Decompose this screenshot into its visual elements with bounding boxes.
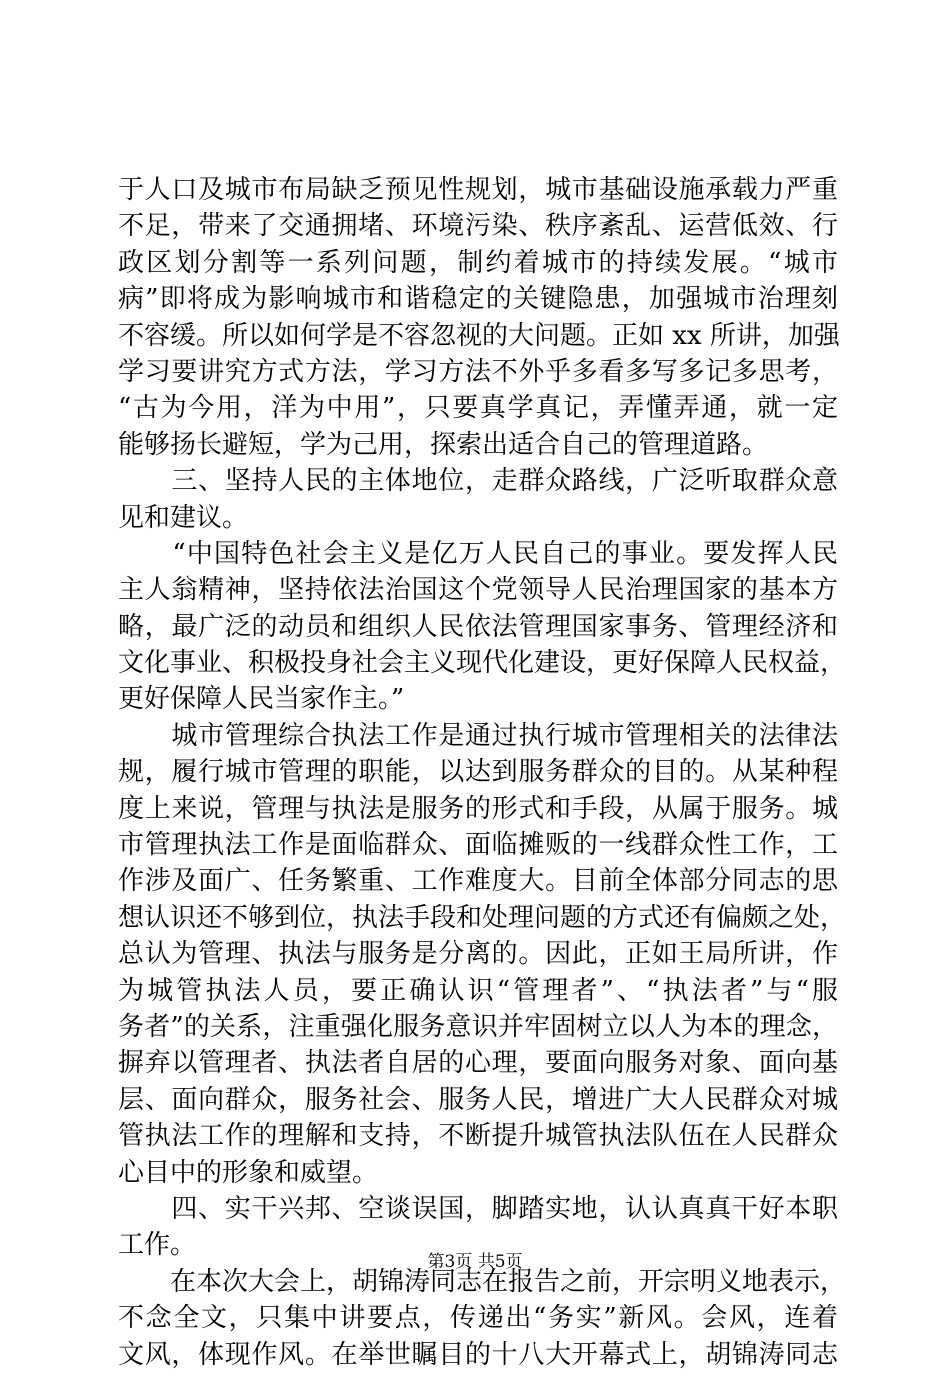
text-line: 更好保障人民当家作主。”: [118, 684, 405, 715]
text-line: 不容缓。所以如何学是不容忽视的大问题。正如 xx 所讲，加强: [118, 320, 840, 351]
text-line: 心目中的形象和威望。: [118, 1157, 379, 1188]
text-line: 文化事业、积极投身社会主义现代化建设，更好保障人民权益，: [118, 648, 847, 679]
text-line: 不足，带来了交通拥堵、环境污染、秩序紊乱、运营低效、行: [118, 211, 838, 242]
text-line: 作涉及面广、任务繁重、工作难度大。目前全体部分同志的思: [118, 866, 838, 897]
text-line: 总认为管理、执法与服务是分离的。因此，正如王局所讲，作: [118, 939, 838, 970]
text-line: 见和建议。: [118, 502, 249, 533]
text-line: 为城管执法人员，要正确认识“管理者”、“执法者”与“服: [118, 975, 838, 1006]
text-line: 病”即将成为影响城市和谐稳定的关键隐患，加强城市治理刻: [118, 284, 838, 315]
text-line: 规，履行城市管理的职能，以达到服务群众的目的。从某种程: [118, 757, 838, 788]
text-line: 务者”的关系，注重强化服务意识并牢固树立以人为本的理念，: [118, 1011, 838, 1042]
text-line: 能够扬长避短，学为己用，探索出适合自己的管理道路。: [118, 429, 769, 460]
page-footer: 第3页 共5页: [427, 1252, 523, 1272]
text-line: 想认识还不够到位，执法手段和处理问题的方式还有偏颇之处，: [118, 902, 847, 933]
text-line: 于人口及城市布局缺乏预见性规划，城市基础设施承载力严重: [118, 175, 838, 205]
text-line: 不念全文，只集中讲要点，传递出“务实”新风。会风，连着: [118, 1303, 838, 1334]
text-line: 文风，体现作风。在举世瞩目的十八大开幕式上，胡锦涛同志: [118, 1339, 838, 1370]
text-line: 政区划分割等一系列问题，制约着城市的持续发展。“城市: [118, 247, 838, 278]
text-line: 三、坚持人民的主体地位，走群众路线，广泛听取群众意: [118, 466, 838, 497]
text-line: 学习要讲究方式方法，学习方法不外乎多看多写多记多思考，: [118, 356, 838, 387]
text-line: 度上来说，管理与执法是服务的形式和手段，从属于服务。城: [118, 793, 838, 824]
document-body: [118, 172, 847, 1373]
text-line: 主人翁精神，坚持依法治国这个党领导人民治理国家的基本方: [118, 575, 838, 606]
text-line: 摒弃以管理者、执法者自居的心理，要面向服务对象、面向基: [118, 1048, 838, 1079]
text-line: 工作。: [118, 1230, 197, 1261]
text-line: “古为今用，洋为中用”，只要真学真记，弄懂弄通，就一定: [118, 393, 838, 424]
text-line: 城市管理综合执法工作是通过执行城市管理相关的法律法: [118, 720, 838, 751]
text-line: “中国特色社会主义是亿万人民自己的事业。要发挥人民: [118, 538, 838, 569]
text-line: 略，最广泛的动员和组织人民依法管理国家事务、管理经济和: [118, 611, 838, 642]
text-line: 四、实干兴邦、空谈误国，脚踏实地，认认真真干好本职: [118, 1193, 838, 1224]
text-line: 市管理执法工作是面临群众、面临摊贩的一线群众性工作，工: [118, 830, 838, 861]
text-line: 在本次大会上，胡锦涛同志在报告之前，开宗明义地表示，: [118, 1266, 847, 1297]
text-line: 层、面向群众，服务社会、服务人民，增进广大人民群众对城: [118, 1084, 838, 1115]
text-line: 管执法工作的理解和支持，不断提升城管执法队伍在人民群众: [118, 1121, 838, 1152]
